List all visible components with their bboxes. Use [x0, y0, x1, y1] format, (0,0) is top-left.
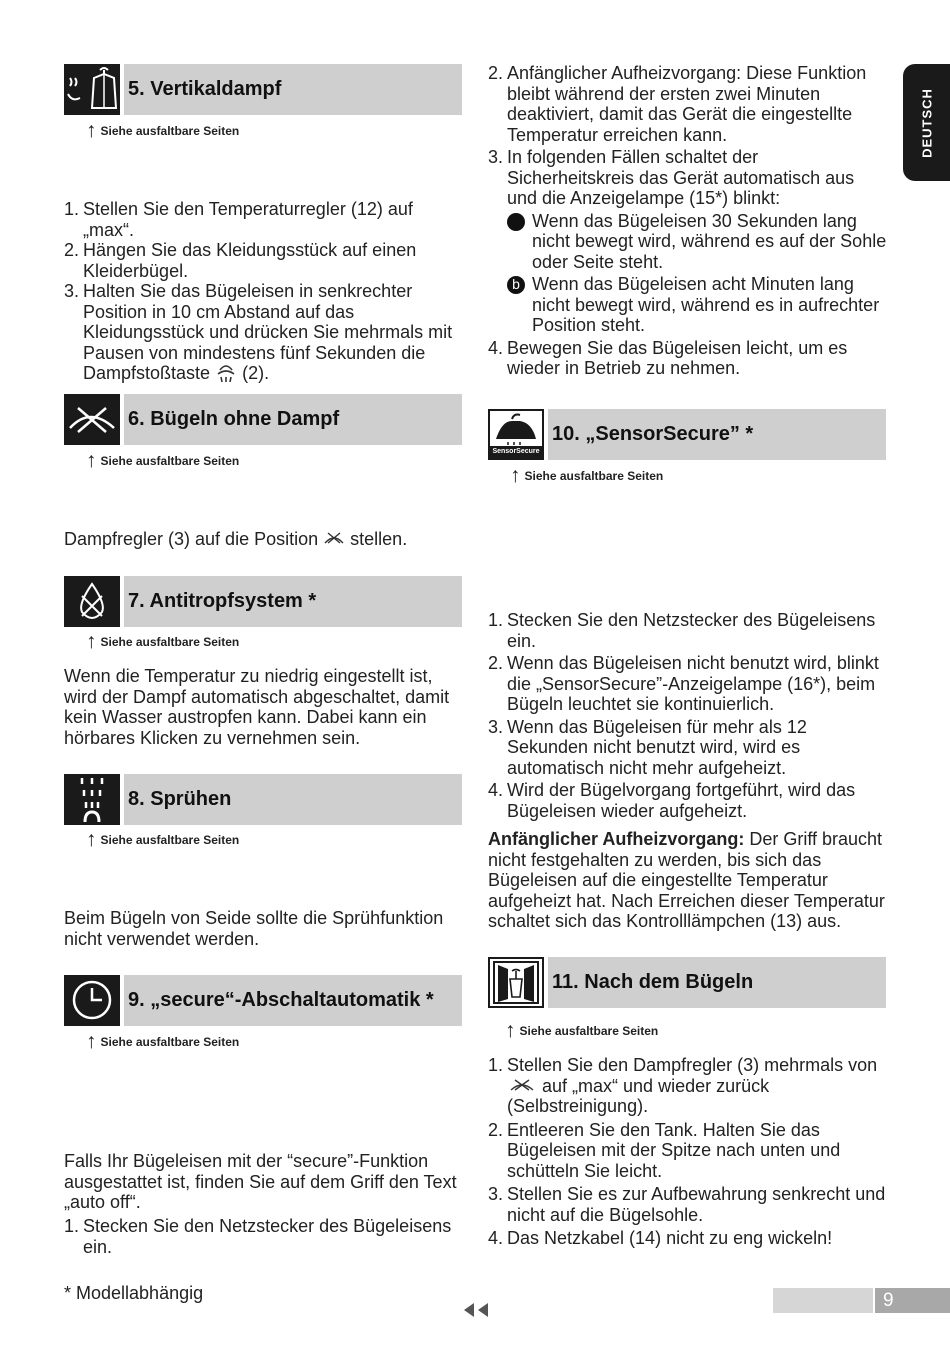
list-item: 1. Stecken Sie den Netzstecker des Bügeleisens ein. — [488, 610, 876, 651]
list-item: 2. Entleeren Sie den Tank. Halten Sie das Bügeleisen mit der Spitze nach unten und schütteln Sie leicht. — [488, 1119, 841, 1181]
see-foldout-8: ↑ Siehe ausfaltbare Seiten — [86, 828, 240, 851]
list-item: 4. Das Netzkabel (14) nicht zu eng wickeln! — [488, 1228, 833, 1248]
section-7-title: 7. Antitropfsystem * — [124, 576, 462, 627]
no-steam-position-icon — [323, 529, 345, 543]
language-tab — [903, 64, 950, 181]
section-6-title: 6. Bügeln ohne Dampf — [124, 394, 462, 445]
sensor-secure-icon-label: SensorSecure — [490, 446, 542, 458]
section-9-intro: Falls Ihr Bügeleisen mit der “secure”-Funktion ausgestattet ist, finden Sie auf dem Griff den Text „auto off“. — [64, 1151, 457, 1212]
page-number: 9 — [875, 1288, 950, 1313]
see-foldout-11: ↑ Siehe ausfaltbare Seiten — [505, 1019, 659, 1042]
see-foldout-9: ↑ Siehe ausfaltbare Seiten — [86, 1030, 240, 1053]
section-10-steps — [488, 610, 888, 821]
section-7-header — [64, 576, 462, 627]
list-item: 4. Bewegen Sie das Bügeleisen leicht, um es wieder in Betrieb zu nehmen. — [488, 337, 848, 378]
list-item: 1. Stellen Sie den Temperaturregler (12) auf „max“. — [64, 199, 413, 240]
no-steam-position-icon — [509, 1076, 535, 1090]
list-item: 1. Stecken Sie den Netzstecker des Bügeleisens ein. — [64, 1216, 452, 1257]
section-9-steps — [64, 1216, 462, 1257]
list-item: 2. Hängen Sie das Kleidungsstück auf einen Kleiderbügel. — [64, 240, 417, 281]
bullet-a-icon — [507, 213, 525, 231]
see-foldout-10: ↑ Siehe ausfaltbare Seiten — [510, 464, 664, 487]
section-9-title: 9. „secure“-Abschaltautomatik * — [124, 975, 462, 1026]
section-10-title: 10. „SensorSecure” * — [548, 409, 886, 460]
page-number-bar — [773, 1288, 873, 1313]
section-8-header — [64, 774, 462, 825]
list-item: 2. Anfänglicher Aufheizvorgang: Diese Funktion bleibt während der ersten zwei Minuten deaktiviert, damit das Gerät die eingestellte Temperatur erreichen kann. — [488, 63, 867, 145]
clock-icon — [64, 975, 120, 1026]
section-11-title: 11. Nach dem Bügeln — [548, 957, 886, 1008]
list-item: 4. Wird der Bügelvorgang fortgeführt, wird das Bügeleisen wieder aufgeheizt. — [488, 780, 856, 821]
see-foldout-7: ↑ Siehe ausfaltbare Seiten — [86, 630, 240, 653]
section-5-title: 5. Vertikaldampf — [124, 64, 462, 115]
list-item: 1. Stellen Sie den Dampfregler (3) mehrmals von auf „max“ und wieder zurück (Selbstreinigung). — [488, 1055, 878, 1116]
steam-burst-icon — [215, 364, 237, 382]
section-11-header — [488, 957, 886, 1008]
list-item: 3. Halten Sie das Bügeleisen in senkrechter Position in 10 cm Abstand auf das Kleidungsstück und drücken Sie mehrmals mit Pausen von mindestens fünf Sekunden die Dampfstoßtaste (2). — [64, 281, 453, 383]
see-foldout-6: ↑ Siehe ausfaltbare Seiten — [86, 449, 240, 472]
bullet-b-icon: b — [507, 276, 525, 294]
section-10-header — [488, 409, 886, 460]
section-6-header — [64, 394, 462, 445]
section-8-text: Beim Bügeln von Seide sollte die Sprühfunktion nicht verwendet werden. — [64, 908, 444, 949]
section-9-steps-continued — [488, 63, 888, 379]
see-foldout-5: ↑ Siehe ausfaltbare Seiten — [86, 119, 240, 142]
section-11-steps — [488, 1055, 888, 1249]
section-6-text: Dampfregler (3) auf die Position stellen. — [64, 529, 408, 549]
sub-item-b: b Wenn das Bügeleisen acht Minuten lang nicht bewegt wird, während es in aufrechter Position steht. — [507, 274, 888, 336]
footnote: * Modellabhängig — [64, 1283, 204, 1303]
section-5-steps — [64, 199, 462, 384]
spray-icon — [64, 774, 120, 825]
vertical-steam-icon — [64, 64, 120, 115]
section-10-note: Anfänglicher Aufheizvorgang: Der Griff braucht nicht festgehalten zu werden, bis sich das Bügeleisen auf die eingestellte Temperatur aufgeheizt hat. Nach Erreichen dieser Temperatur schaltet sich das Kontrolllämpchen (13) aus. — [488, 829, 885, 931]
list-item: 3. Stellen Sie es zur Aufbewahrung senkrecht und nicht auf die Bügelsohle. — [488, 1184, 886, 1225]
language-tab-label: DEUTSCH — [919, 87, 934, 158]
section-8-title: 8. Sprühen — [124, 774, 462, 825]
no-steam-icon — [64, 394, 120, 445]
section-9-header — [64, 975, 462, 1026]
list-item: 3. In folgenden Fällen schaltet der Sicherheitskreis das Gerät automatisch aus und die Anzeigelampe (15*) blinkt: Wenn das Bügeleisen 30 Sekunden lang nicht bewegt wird, während es auf der Sohle oder Seite steht. b Wenn das Bügeleisen acht Minuten lang nicht bewegt wird, während es in aufrechter Position steht. — [488, 147, 887, 335]
sensor-secure-icon — [488, 409, 544, 460]
sub-item-a: Wenn das Bügeleisen 30 Sekunden lang nicht bewegt wird, während es auf der Sohle oder Seite steht. — [507, 211, 888, 273]
wardrobe-icon — [488, 957, 544, 1008]
section-5-header — [64, 64, 462, 115]
anti-drip-icon — [64, 576, 120, 627]
list-item: 3. Wenn das Bügeleisen für mehr als 12 Sekunden nicht benutzt wird, wird es automatisch nicht mehr aufgeheizt. — [488, 716, 807, 778]
section-7-text: Wenn die Temperatur zu niedrig eingestellt ist, wird der Dampf automatisch abgeschaltet, damit kein Wasser austropfen kann. Dabei kann ein hörbares Klicken zu vernehmen sein. — [64, 666, 450, 748]
list-item: 2. Wenn das Bügeleisen nicht benutzt wird, blinkt die „SensorSecure”-Anzeigelampe (16*), beim Bügeln leuchtet sie kontinuierlich. — [488, 653, 879, 714]
previous-page-arrows-icon[interactable] — [462, 1302, 490, 1323]
